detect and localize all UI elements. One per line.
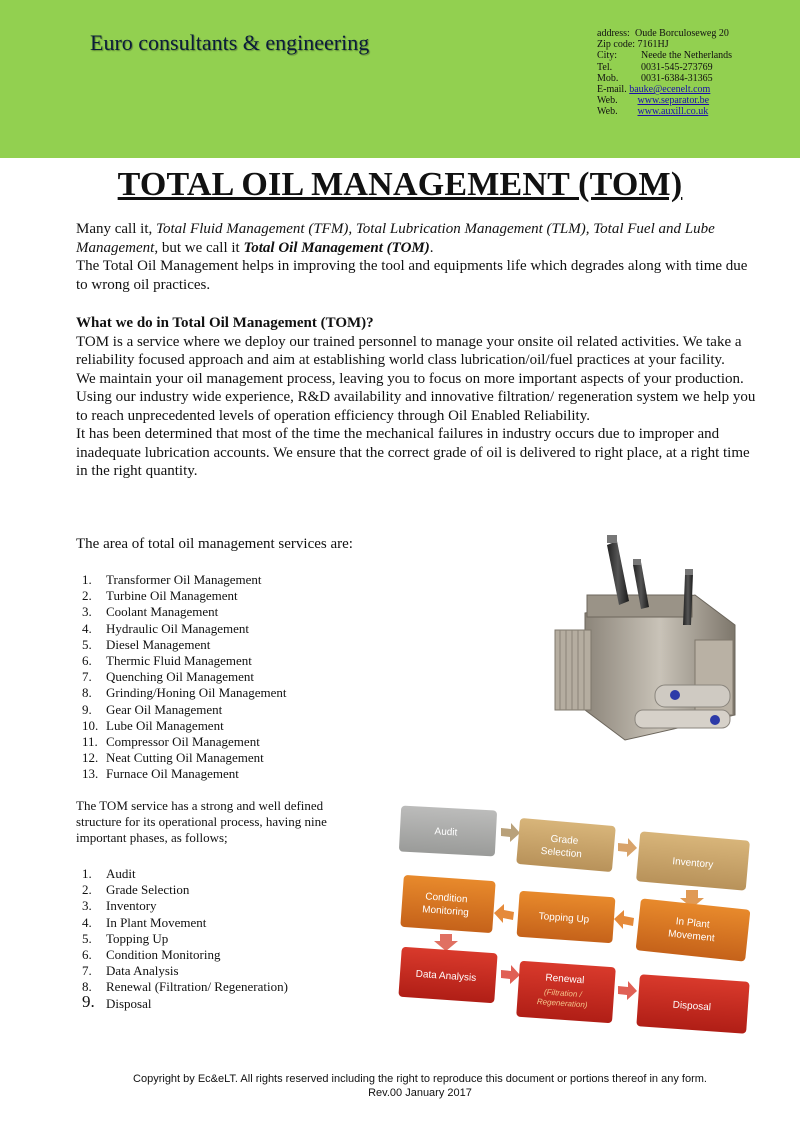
address-label: address: bbox=[597, 28, 630, 39]
intro-text-e: . bbox=[429, 239, 434, 256]
flow-box-renewal bbox=[516, 961, 616, 1024]
list-item: 7. Quenching Oil Management bbox=[82, 669, 255, 685]
list-item: 4. In Plant Movement bbox=[82, 914, 207, 930]
svg-text:Inventory: Inventory bbox=[671, 856, 714, 871]
list-item: 1. Transformer Oil Management bbox=[82, 572, 262, 587]
svg-text:Renewal: Renewal bbox=[545, 972, 585, 987]
process-flow-diagram bbox=[398, 798, 762, 1048]
revision-text: Rev.00 January 2017 bbox=[368, 1087, 472, 1099]
zip-code: Zip code: 7161HJ bbox=[597, 39, 669, 51]
svg-text:Topping Up: Topping Up bbox=[538, 911, 590, 926]
list-item: 5. Diesel Management bbox=[82, 636, 211, 652]
svg-text:Monitoring: Monitoring bbox=[421, 904, 470, 919]
svg-text:(Filtration /: (Filtration / bbox=[543, 987, 583, 1000]
flow-box-inventory bbox=[636, 831, 750, 890]
list-item: 1. Audit bbox=[82, 866, 136, 881]
list-item: 6. Thermic Fluid Management bbox=[82, 653, 252, 669]
list-item: 7. Data Analysis bbox=[82, 963, 179, 979]
city-label: City: bbox=[597, 50, 618, 62]
flow-box-in-plant-movement bbox=[636, 898, 751, 961]
services-intro: The area of total oil management services are: bbox=[76, 536, 353, 552]
intro-paragraph-2: The Total Oil Management helps in improving the tool and equipments life which degrades along with time due to wrong oil practices. bbox=[76, 258, 748, 293]
what-heading: What we do in Total Oil Management (TOM)? bbox=[76, 315, 374, 331]
flow-box-disposal bbox=[636, 974, 749, 1034]
email-link[interactable]: bauke@ecenelt.com bbox=[629, 84, 711, 96]
mob-label: Mob. bbox=[597, 72, 619, 84]
list-item: 3. Coolant Management bbox=[82, 604, 219, 620]
list-item: 2. Grade Selection bbox=[82, 882, 190, 898]
intro-text-a: Many call it, bbox=[76, 221, 156, 237]
header-banner bbox=[0, 0, 800, 158]
transformer-image bbox=[545, 535, 745, 760]
web-link-separator[interactable]: www.separator.be bbox=[637, 95, 710, 107]
list-item: 5. Topping Up bbox=[82, 930, 169, 946]
svg-text:Disposal: Disposal bbox=[672, 999, 712, 1014]
list-item: 4. Hydraulic Oil Management bbox=[82, 620, 249, 636]
flow-arrow bbox=[618, 838, 637, 857]
what-paragraph-4: It has been determined that most of the time the mechanical failures in industry occurs due to improper and inadequate lubrication accounts. We ensure that the correct grade of oil is delivered to right place, at a right time in the right quantity. bbox=[76, 426, 750, 479]
flow-arrow bbox=[494, 904, 514, 923]
contact-block bbox=[597, 28, 732, 118]
services-list bbox=[76, 572, 287, 783]
flow-box-grade-selection bbox=[516, 818, 616, 872]
copyright-text: Copyright by Ec&eLT. All rights reserved including the right to reproduce this document or portions thereof in any form. bbox=[133, 1073, 707, 1085]
phases-intro: The TOM service has a strong and well defined structure for its operational process, having nine important phases, as follows; bbox=[76, 798, 327, 845]
intro-paragraph bbox=[76, 220, 756, 257]
flow-arrow bbox=[501, 965, 520, 984]
list-item: 9. Disposal bbox=[82, 991, 152, 1011]
address-value: Oude Borculoseweg 20 bbox=[635, 28, 729, 39]
what-paragraph-3: Using our industry wide experience, R&D availability and innovative filtration/ regeneration system we help you to reach unprecedented levels of operation efficiency through Oil Enabled Reliability. bbox=[76, 389, 756, 424]
intro-text-italic: Total Fluid Management (TFM), Total Lubrication Management (TLM), Total Fuel and Lube Management bbox=[76, 221, 715, 256]
flow-arrow bbox=[618, 981, 637, 1000]
list-item: 3. Inventory bbox=[82, 898, 157, 914]
web-link-auxill[interactable]: www.auxill.co.uk bbox=[637, 106, 709, 118]
page-title: TOTAL OIL MANAGEMENT (TOM) bbox=[117, 166, 683, 203]
what-section bbox=[76, 314, 756, 481]
footer bbox=[0, 1072, 800, 1100]
list-item: 8. Grinding/Honing Oil Management bbox=[82, 685, 287, 701]
flow-arrow bbox=[614, 910, 634, 929]
web-label-1: Web. bbox=[597, 95, 618, 107]
what-paragraph-2: We maintain your oil management process, leaving you to focus on more important aspects of your production. bbox=[76, 370, 744, 387]
list-item: 8. Renewal (Filtration/ Regeneration) bbox=[82, 979, 288, 995]
list-item: 12. Neat Cutting Oil Management bbox=[82, 750, 264, 766]
email-label: E-mail. bbox=[597, 84, 627, 96]
flow-box-topping-up bbox=[517, 891, 616, 944]
phases-list bbox=[76, 866, 288, 1012]
intro-text-bold: Total Oil Management (TOM) bbox=[243, 239, 430, 256]
flow-box-data-analysis bbox=[398, 947, 497, 1004]
svg-text:Grade: Grade bbox=[550, 833, 579, 848]
list-item: 13. Furnace Oil Management bbox=[82, 766, 239, 782]
svg-text:Regeneration): Regeneration) bbox=[536, 997, 588, 1010]
svg-text:Audit: Audit bbox=[434, 826, 458, 839]
svg-text:Selection: Selection bbox=[540, 845, 583, 861]
intro-text-c: , but we call it bbox=[154, 239, 244, 256]
svg-text:Movement: Movement bbox=[667, 928, 716, 945]
company-name: Euro consultants & engineering bbox=[90, 30, 370, 55]
list-item: 9. Gear Oil Management bbox=[82, 701, 223, 717]
svg-text:Condition: Condition bbox=[424, 891, 468, 906]
what-paragraph-1: TOM is a service where we deploy our trained personnel to manage your onsite oil related activities. We take a reliability focused approach and aim at establishing world class lubrication/oil/fuel practices at your facility. bbox=[76, 333, 742, 368]
svg-text:Data Analysis: Data Analysis bbox=[415, 968, 477, 984]
list-item: 10. Lube Oil Management bbox=[82, 717, 224, 733]
svg-text:In Plant: In Plant bbox=[675, 916, 711, 931]
mob-value: 0031-6384-31365 bbox=[641, 72, 713, 84]
flow-arrow bbox=[501, 823, 520, 842]
web-label-2: Web. bbox=[597, 106, 618, 118]
intro-section bbox=[76, 220, 756, 294]
tel-label: Tel. bbox=[597, 61, 613, 73]
flow-box-audit bbox=[399, 806, 497, 857]
city-value: Neede the Netherlands bbox=[641, 50, 733, 62]
list-item: 2. Turbine Oil Management bbox=[82, 588, 238, 604]
list-item: 6. Condition Monitoring bbox=[82, 947, 221, 963]
flow-arrow bbox=[434, 934, 458, 951]
flow-box-condition-monitoring bbox=[400, 875, 495, 933]
list-item: 11. Compressor Oil Management bbox=[82, 734, 260, 750]
tel-value: 0031-545-273769 bbox=[641, 61, 713, 73]
